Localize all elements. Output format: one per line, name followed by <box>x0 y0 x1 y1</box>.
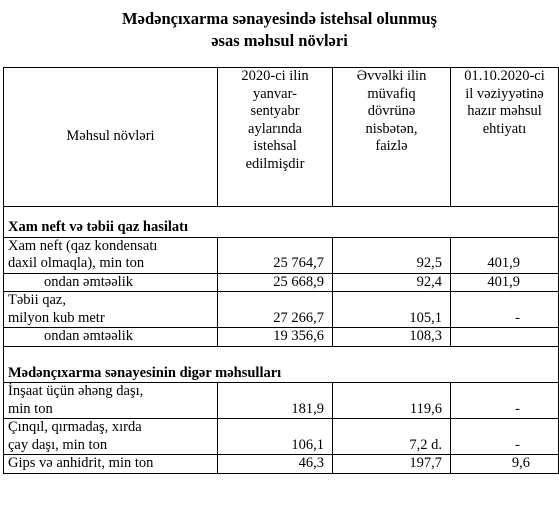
title-line-2: əsas məhsul növləri <box>211 31 348 50</box>
table-row <box>4 455 559 474</box>
product-name: Gips və anhidrit, min ton <box>4 455 218 474</box>
production-table <box>3 67 559 474</box>
table-row <box>4 419 559 455</box>
header-row <box>4 68 559 207</box>
table-row <box>4 328 559 347</box>
header-stock: 01.10.2020-ci il vəziyyətinə hazır məhsul ehtiyatı <box>451 68 559 207</box>
percent-value: 108,3 <box>333 328 451 347</box>
header-product-types: Məhsul növləri <box>4 68 218 207</box>
header-percent-previous: Əvvəlki ilin müvafiq dövrünə nisbətən, faizlə <box>333 68 451 207</box>
document-title <box>0 8 559 52</box>
product-name: Təbii qaz, milyon kub metr <box>4 292 218 328</box>
produced-value: 106,1 <box>218 419 333 455</box>
table-row <box>4 292 559 328</box>
stock-value: 9,6 <box>451 455 559 474</box>
section-title: Xam neft və təbii qaz hasilatı <box>4 207 559 238</box>
section-row <box>4 346 559 383</box>
percent-value: 119,6 <box>333 383 451 419</box>
stock-value: - <box>451 419 559 455</box>
stock-value: 401,9 <box>451 237 559 273</box>
stock-value: 401,9 <box>451 273 559 292</box>
section-title: Mədənçıxarma sənayesinin digər məhsulları <box>4 346 559 383</box>
stock-value <box>451 328 559 347</box>
product-name: Çınqıl, qırmadaş, xırda çay daşı, min ton <box>4 419 218 455</box>
produced-value: 27 266,7 <box>218 292 333 328</box>
title-line-1: Mədənçıxarma sənayesində istehsal olunmuş <box>122 9 437 28</box>
percent-value: 92,4 <box>333 273 451 292</box>
percent-value: 105,1 <box>333 292 451 328</box>
percent-value: 197,7 <box>333 455 451 474</box>
table-row <box>4 237 559 273</box>
product-name: İnşaat üçün əhəng daşı, min ton <box>4 383 218 419</box>
produced-value: 19 356,6 <box>218 328 333 347</box>
product-name: ondan əmtəəlik <box>4 328 218 347</box>
section-row <box>4 207 559 238</box>
produced-value: 25 764,7 <box>218 237 333 273</box>
percent-value: 7,2 d. <box>333 419 451 455</box>
produced-value: 46,3 <box>218 455 333 474</box>
table-row <box>4 383 559 419</box>
produced-value: 25 668,9 <box>218 273 333 292</box>
header-produced: 2020-ci ilin yanvar- sentyabr aylarında istehsal edilmişdir <box>218 68 333 207</box>
percent-value: 92,5 <box>333 237 451 273</box>
product-name: Xam neft (qaz kondensatı daxil olmaqla), min ton <box>4 237 218 273</box>
product-name: ondan əmtəəlik <box>4 273 218 292</box>
produced-value: 181,9 <box>218 383 333 419</box>
table-row <box>4 273 559 292</box>
stock-value: - <box>451 292 559 328</box>
stock-value: - <box>451 383 559 419</box>
